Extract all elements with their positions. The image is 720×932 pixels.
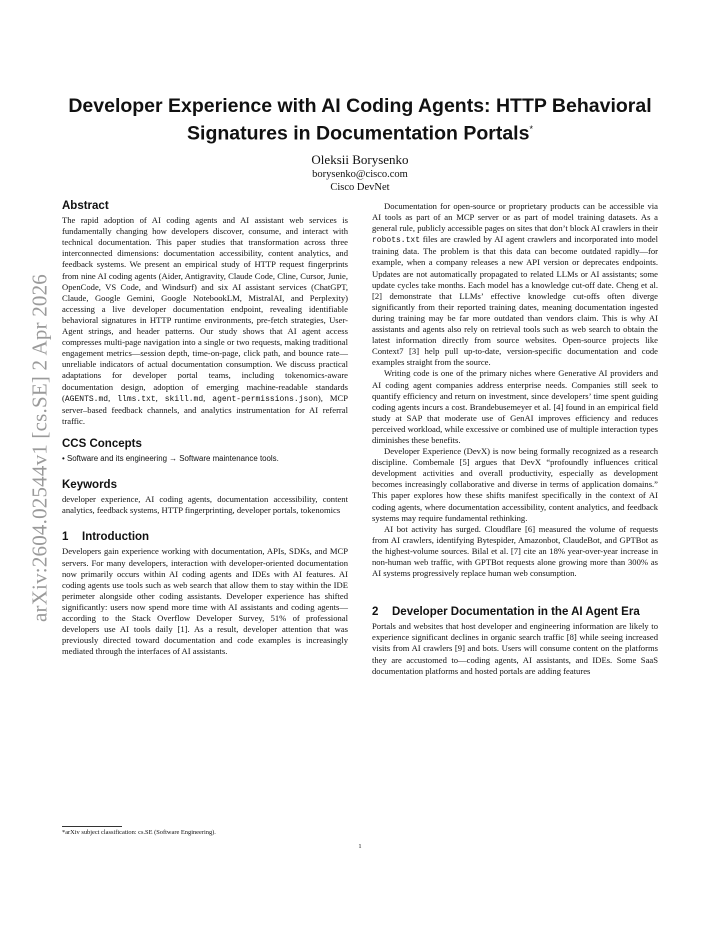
intro-paragraph-docs <box>372 201 658 368</box>
author-affiliation: Cisco DevNet <box>330 182 390 193</box>
page-number: 1 <box>358 843 362 850</box>
footnote-rule <box>62 826 122 827</box>
section-1-number: 1 <box>62 531 69 544</box>
author-email: borysenko@cisco.com <box>312 169 408 180</box>
footnote: *arXiv subject classification: cs.SE (Software Engineering). <box>62 829 216 836</box>
section-1-heading <box>62 532 348 543</box>
keywords-text: developer experience, AI coding agents, documentation accessibility, content analytics, feedback systems, HTTP fingerprinting, developer portals, tokenomics <box>62 494 348 516</box>
author-block <box>60 152 660 194</box>
section-2-text: Portals and websites that host developer and engineering information are likely to experience significant declines in organic search traffic [8] while seeing increased visits from AI crawlers [9] and bots. Users will consume content on the platforms they are accustomed to—coding agents, AI assistants, and IDEs. Some SaaS documentation platforms and hosted portals are adding features <box>372 621 658 676</box>
title-footnote-mark: * <box>529 124 533 134</box>
left-column <box>62 201 348 657</box>
section-2-title: Developer Documentation in the AI Agent Era <box>392 606 640 619</box>
abstract-text-part-1: The rapid adoption of AI coding agents and AI assistant web services is fundamentally changing how developers discover, consume, and interact with technical documentation. This paper studies that transformation across three interconnected dimensions: documentation accessibility, content analytics, and feedback systems. We present an empirical study of HTTP request fingerprints from nine AI coding agents (Aider, Antigravity, Claude Code, Cline, Cursor, Junie, OpenCode, VS Code, and Windsurf) and six AI assistant services (ChatGPT, Claude, Google Gemini, Google NotebookLM, MistralAI, and Perplexity) accessing a live developer documentation endpoint, revealing identifiable behavioral signatures in HTTP runtime environments, pre-fetch strategies, User-Agent strings, and header patterns. Our study shows that AI agent access compresses multi-page navigation into a single or two requests, making traditional engagement metrics—session depth, time-on-page, click path, and bounce rate—unreliable indicators of actual documentation consumption. We discuss practical adaptations for developer portal teams, including tokenomics-aware documentation design, adoption of emerging machine-readable standards ( <box>62 215 348 403</box>
right-column <box>372 201 658 677</box>
code-llms-txt: llms.txt <box>117 394 156 404</box>
code-skill-md: skill.md <box>164 394 204 404</box>
abstract-heading: Abstract <box>62 200 109 212</box>
section-1-text: Developers gain experience working with documentation, APIs, SDKs, and MCP servers. For many developers, interaction with developer-oriented documentation now primarily occurs within AI coding agents and IDEs with AI features. AI coding agents use tools such as web search that allow them to stay within the IDE perimeter alongside other coding assistants. Developer experience has shifted significantly: users now spend more time with AI assistants and coding agents—according to the Stack Overflow Developer Survey, 51% of professional developers use AI tools daily [1]. As a result, developer attention that was previously directed toward documentation and code examples is increasingly mediated through the interfaces of AI assistants. <box>62 546 348 657</box>
paper-title <box>60 95 660 146</box>
intro-paragraph-devx: Developer Experience (DevX) is now being formally recognized as a research discipline. Combemale [5] argues that DevX “profoundly influences critical development activities and overall productivity, especially as development becomes increasingly collaborative and diverse in terms of application domains.” This paper explores how these shifts manifest specifically in the context of AI coding agents, where documentation accessibility, content analytics, and feedback systems may require fundamental rethinking. <box>372 446 658 523</box>
abstract-sep-2: , <box>155 392 165 403</box>
abstract-text <box>62 215 348 427</box>
abstract-sep-1: , <box>108 392 118 403</box>
section-1-title: Introduction <box>82 531 150 544</box>
code-robots-txt: robots.txt <box>372 236 421 246</box>
abstract-text-part-2: ), MCP server–based feedback channels, and analytics instrumentation for AI referral traffic. <box>62 392 349 426</box>
author-name: Oleksii Borysenko <box>311 152 409 167</box>
ccs-text: • Software and its engineering → Software maintenance tools. <box>62 453 279 463</box>
intro-paragraph-docs-part-1: Documentation for open-source or proprietary products can be accessible via AI tools as part of an MCP server or as part of model training datasets. As a general rule, publicly accessible pages on sites that don’t block AI crawlers in their <box>372 201 658 234</box>
paper-title-text: Developer Experience with AI Coding Agents: HTTP Behavioral Signatures in Documentation Portals <box>68 95 652 145</box>
abstract-sep-3: , <box>203 392 213 403</box>
section-2-number: 2 <box>372 606 379 619</box>
arxiv-stamp <box>28 238 52 658</box>
intro-paragraph-coding: Writing code is one of the primary niches where Generative AI providers and AI coding agent companies address enterprise needs. Companies still seek to quantify efficiency and return on investment, since developers’ time spent guiding coding agents incurs a cost. Brandebusemeyer et al. [4] found in an empirical field study at SAP that moderate use of GenAI improves efficiency and reduces perceived workload, while excessive or combined use of multiple interaction types diminishes these benefits. <box>372 368 658 445</box>
ccs-heading: CCS Concepts <box>62 437 142 450</box>
section-2-heading <box>372 607 658 618</box>
intro-paragraph-docs-part-2: files are crawled by AI agent crawlers and incorporated into model training data. The problem is that this data can become outdated rapidly—for example, when a company releases a new API version or deprecates endpoints. Updates are not automatically propagated to related LLMs or AI assistants; some update cycles take months. Each model has a knowledge cut-off date. Cheng et al. [2] demonstrate that LLMs’ effective knowledge cut-offs often diverge significantly from their reported training dates, meaning documentation ingested during training may be far more outdated than vendors claim. This is why AI assistants and agents also rely on retrieval tools such as web search to obtain the latest information directly from source websites. Open-source projects like Context7 [3] help pull up-to-date, version-specific documentation and code examples straight from the source. <box>372 234 658 368</box>
code-agents-md: AGENTS.md <box>64 394 109 404</box>
keywords-heading: Keywords <box>62 479 117 492</box>
arxiv-stamp-text: arXiv:2604.02544v1 [cs.SE] 2 Apr 2026 <box>27 273 52 623</box>
intro-paragraph-bots: AI bot activity has surged. Cloudflare [6] measured the volume of requests from AI crawlers, identifying Bytespider, Amazonbot, ClaudeBot, and GPTBot as the highest-volume sources. Bilal et al. [7] cite an 18% year-over-year increase in non-human web traffic, with GPTBot requests alone growing more than 300% as AI systems progressively replace human web consumption. <box>372 523 658 579</box>
code-agent-permissions-json: agent-permissions.json <box>212 394 318 404</box>
